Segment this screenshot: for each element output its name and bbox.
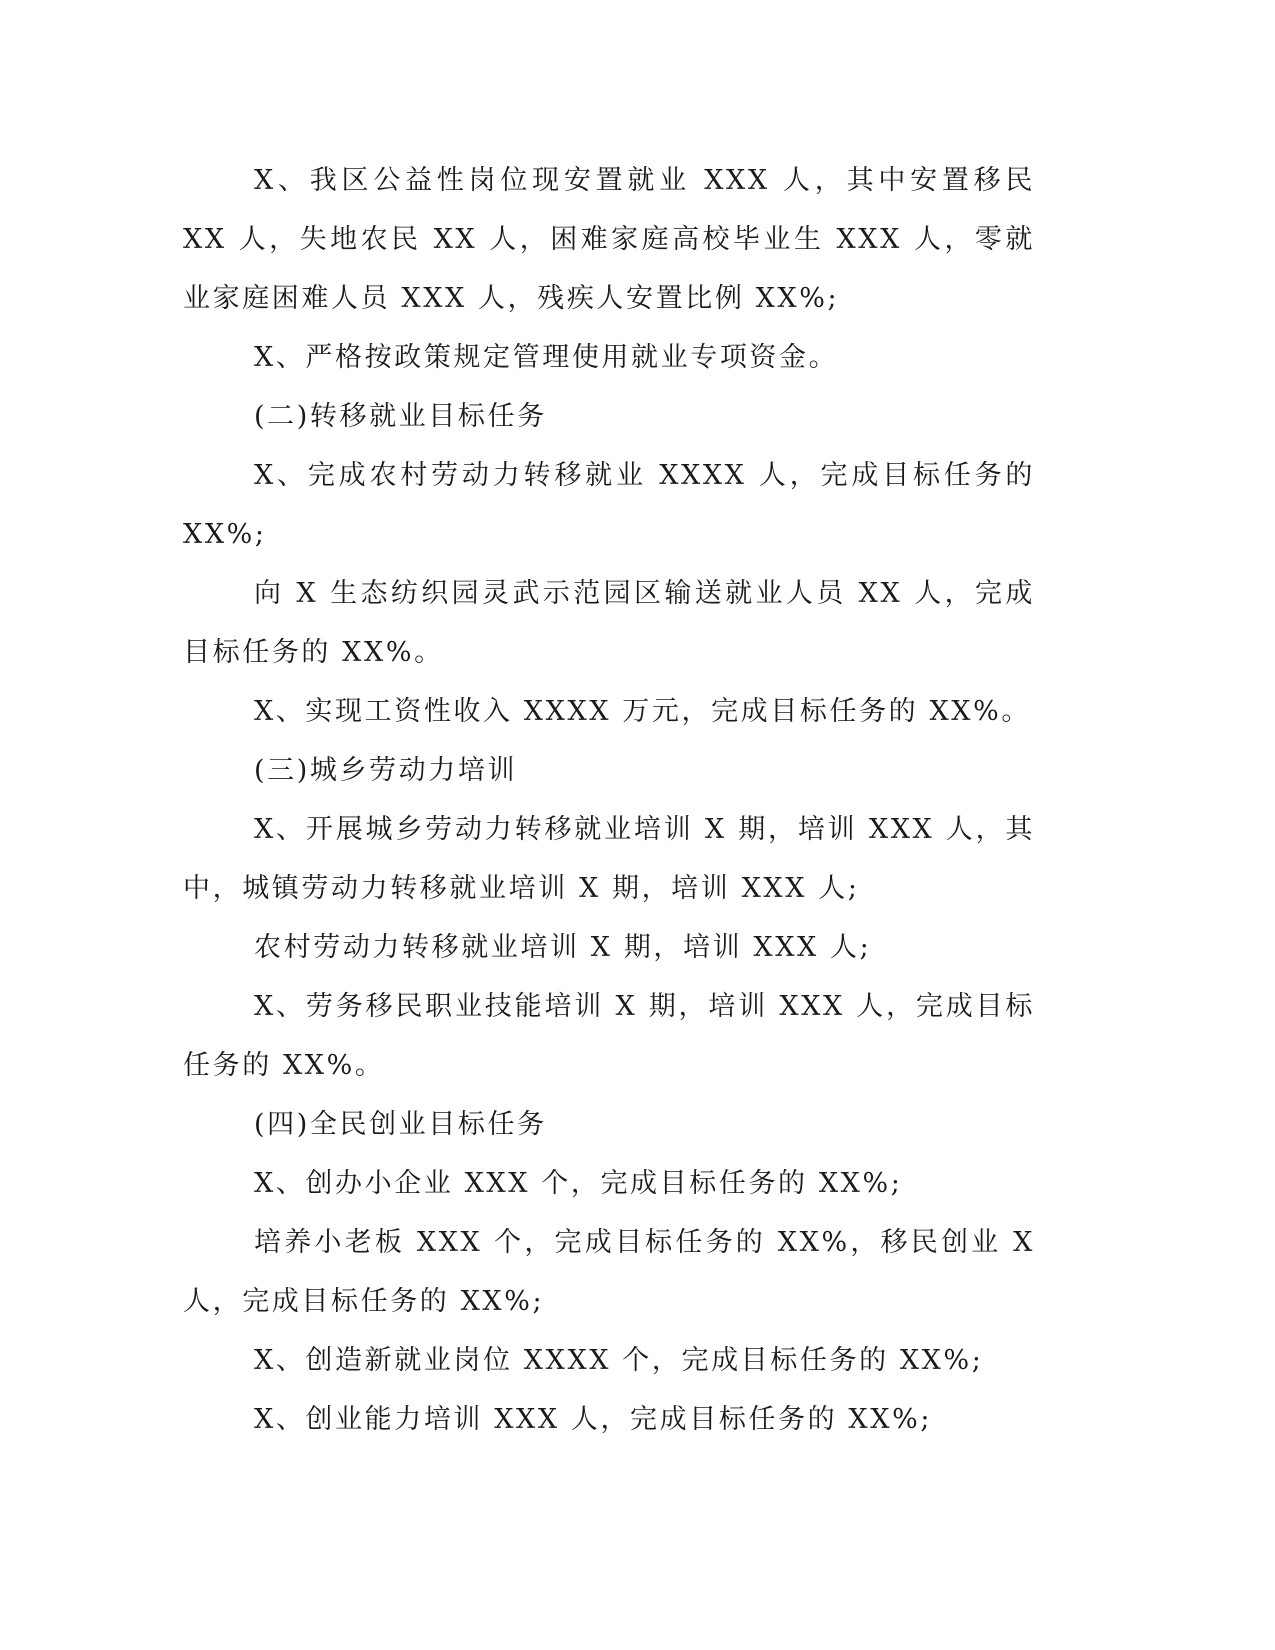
paragraph-wage-income: X、实现工资性收入 XXXX 万元，完成目标任务的 XX%。 (254, 696, 1031, 727)
document-body (183, 151, 1035, 1449)
paragraph-special-funds: X、严格按政策规定管理使用就业专项资金。 (254, 342, 839, 373)
paragraph-rural-training: 农村劳动力转移就业培训 X 期，培训 XXX 人; (254, 932, 872, 963)
section-heading-transfer-employment: (二)转移就业目标任务 (254, 401, 547, 432)
section-heading-labor-training: (三)城乡劳动力培训 (254, 755, 518, 786)
paragraph-urban-rural-training: X、开展城乡劳动力转移就业培训 X 期，培训 XXX 人，其中，城镇劳动力转移就业培训 X 期，培训 XXX 人; (183, 814, 1035, 904)
section-heading-entrepreneurship: (四)全民创业目标任务 (254, 1109, 547, 1140)
paragraph-small-business: X、创办小企业 XXX 个，完成目标任务的 XX%; (254, 1168, 903, 1199)
paragraph-public-welfare-jobs: X、我区公益性岗位现安置就业 XXX 人，其中安置移民 XX 人，失地农民 XX 人，困难家庭高校毕业生 XXX 人，零就业家庭困难人员 XXX 人，残疾人安置比例 XX%; (183, 165, 1035, 314)
paragraph-small-boss: 培养小老板 XXX 个，完成目标任务的 XX%，移民创业 X 人，完成目标任务的 XX%; (183, 1227, 1035, 1317)
paragraph-rural-labor-transfer: X、完成农村劳动力转移就业 XXXX 人，完成目标任务的 XX%; (183, 460, 1035, 550)
paragraph-migrant-skills-training: X、劳务移民职业技能培训 X 期，培训 XXX 人，完成目标任务的 XX%。 (183, 991, 1035, 1081)
paragraph-textile-park: 向 X 生态纺织园灵武示范园区输送就业人员 XX 人，完成目标任务的 XX%。 (183, 578, 1035, 668)
paragraph-entrepreneurship-training: X、创业能力培训 XXX 人，完成目标任务的 XX%; (254, 1404, 933, 1435)
paragraph-new-jobs: X、创造新就业岗位 XXXX 个，完成目标任务的 XX%; (254, 1345, 984, 1376)
